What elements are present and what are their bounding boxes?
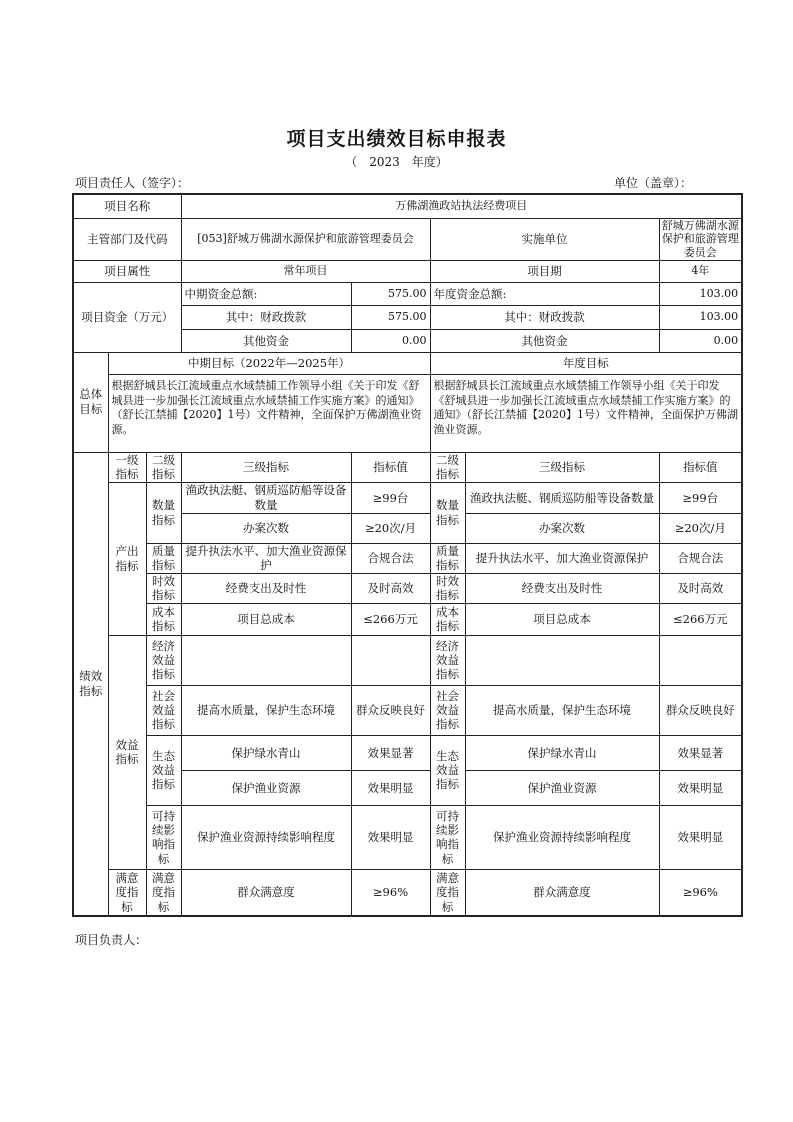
annual-fiscal-value: 103.00 <box>659 305 742 329</box>
eco-1-annual: 保护绿水青山 <box>465 735 659 770</box>
quantity-label-annual: 数量指标 <box>430 482 465 543</box>
impl-unit-label: 实施单位 <box>430 218 659 260</box>
mid-total-label: 中期资金总额: <box>181 282 351 305</box>
economic-1-value-annual <box>659 635 742 685</box>
unit-seal-label: 单位（盖章）： <box>614 176 693 190</box>
project-leader-label: 项目负责人： <box>75 933 148 947</box>
quality-label-mid: 质量指标 <box>146 543 181 573</box>
social-label-annual: 社会效益指标 <box>430 685 465 735</box>
quantity-2-value-mid: ≥20次/月 <box>351 513 430 543</box>
page-title: 项目支出绩效目标申报表 <box>286 128 507 150</box>
mid-fiscal-label: 其中：财政拨款 <box>181 305 351 329</box>
quality-1-mid: 提升执法水平、加大渔业资源保护 <box>181 543 351 573</box>
satisfaction-1-annual: 群众满意度 <box>465 869 659 916</box>
col-value-mid: 指标值 <box>351 452 430 482</box>
col-level1: 一级指标 <box>108 452 146 482</box>
sustain-label-annual: 可持续影响指标 <box>430 805 465 869</box>
social-label-mid: 社会效益指标 <box>146 685 181 735</box>
mid-other-label: 其他资金 <box>181 329 351 352</box>
cost-label-mid: 成本指标 <box>146 603 181 635</box>
quantity-label-mid: 数量指标 <box>146 482 181 543</box>
eco-label-annual: 生态效益指标 <box>430 735 465 805</box>
goals-label: 总体目标 <box>73 352 108 452</box>
social-1-annual: 提高水质量，保护生态环境 <box>465 685 659 735</box>
cost-1-mid: 项目总成本 <box>181 603 351 635</box>
responsible-signature-label: 项目责任人（签字）： <box>75 176 190 190</box>
quality-1-annual: 提升执法水平、加大渔业资源保护 <box>465 543 659 573</box>
social-1-value-annual: 群众反映良好 <box>659 685 742 735</box>
quantity-1-mid: 渔政执法艇、钢质巡防船等设备数量 <box>181 482 351 513</box>
annual-total-label: 年度资金总额: <box>430 282 659 305</box>
eco-1-value-annual: 效果显著 <box>659 735 742 770</box>
annual-goal-header: 年度目标 <box>430 352 742 374</box>
attr-value: 常年项目 <box>181 260 430 282</box>
col-value-annual: 指标值 <box>659 452 742 482</box>
benefit-indicator-label: 效益指标 <box>108 635 146 869</box>
sustain-1-value-annual: 效果明显 <box>659 805 742 869</box>
eco-2-annual: 保护渔业资源 <box>465 770 659 805</box>
attr-label: 项目属性 <box>73 260 181 282</box>
satisfaction-l2-label-mid: 满意度指标 <box>146 869 181 916</box>
indicators-section-label: 绩效指标 <box>73 452 108 916</box>
cost-1-value-mid: ≤266万元 <box>351 603 430 635</box>
period-label: 项目期 <box>430 260 659 282</box>
satisfaction-l2-label-annual: 满意度指标 <box>430 869 465 916</box>
funds-label: 项目资金（万元） <box>73 282 181 352</box>
time-1-value-annual: 及时高效 <box>659 573 742 603</box>
project-name-value: 万佛湖渔政站执法经费项目 <box>181 194 742 218</box>
dept-value: [053]舒城万佛湖水源保护和旅游管理委员会 <box>181 218 430 260</box>
time-label-mid: 时效指标 <box>146 573 181 603</box>
performance-target-table <box>72 193 743 917</box>
mid-other-value: 0.00 <box>351 329 430 352</box>
economic-1-value-mid <box>351 635 430 685</box>
sustain-1-annual: 保护渔业资源持续影响程度 <box>465 805 659 869</box>
satisfaction-l1-label: 满意度指标 <box>108 869 146 916</box>
social-1-value-mid: 群众反映良好 <box>351 685 430 735</box>
mid-fiscal-value: 575.00 <box>351 305 430 329</box>
sustain-1-mid: 保护渔业资源持续影响程度 <box>181 805 351 869</box>
quality-1-value-mid: 合规合法 <box>351 543 430 573</box>
eco-2-value-annual: 效果明显 <box>659 770 742 805</box>
eco-label-mid: 生态效益指标 <box>146 735 181 805</box>
mid-goal-header: 中期目标（2022年—2025年） <box>108 352 430 374</box>
col-level3-annual: 三级指标 <box>465 452 659 482</box>
cost-1-annual: 项目总成本 <box>465 603 659 635</box>
annual-other-label: 其他资金 <box>430 329 659 352</box>
eco-2-mid: 保护渔业资源 <box>181 770 351 805</box>
annual-goal-text: 根据舒城县长江流域重点水域禁捕工作领导小组《关于印发《舒城县进一步加强长江流域重点水域禁捕工作实施方案》的通知》（舒长江禁捕【2020】1号）文件精神，全面保护万佛湖渔业资源。 <box>430 374 742 452</box>
time-1-mid: 经费支出及时性 <box>181 573 351 603</box>
social-1-mid: 提高水质量，保护生态环境 <box>181 685 351 735</box>
mid-total-value: 575.00 <box>351 282 430 305</box>
quantity-1-value-annual: ≥99台 <box>659 482 742 513</box>
dept-label: 主管部门及代码 <box>73 218 181 260</box>
cost-label-annual: 成本指标 <box>430 603 465 635</box>
eco-1-value-mid: 效果显著 <box>351 735 430 770</box>
period-value: 4年 <box>659 260 742 282</box>
quality-1-value-annual: 合规合法 <box>659 543 742 573</box>
project-name-label: 项目名称 <box>73 194 181 218</box>
col-level2-mid: 二级指标 <box>146 452 181 482</box>
col-level3-mid: 三级指标 <box>181 452 351 482</box>
quality-label-annual: 质量指标 <box>430 543 465 573</box>
impl-unit-value: 舒城万佛湖水源保护和旅游管理委员会 <box>659 218 742 260</box>
mid-goal-text: 根据舒城县长江流域重点水域禁捕工作领导小组《关于印发《舒城县进一步加强长江流域重点水域禁捕工作实施方案》的通知》（舒长江禁捕【2020】1号）文件精神，全面保护万佛湖渔业资源。 <box>108 374 430 452</box>
satisfaction-1-value-annual: ≥96% <box>659 869 742 916</box>
sustain-1-value-mid: 效果明显 <box>351 805 430 869</box>
output-indicator-label: 产出指标 <box>108 482 146 635</box>
col-level2-annual: 二级指标 <box>430 452 465 482</box>
annual-fiscal-label: 其中：财政拨款 <box>430 305 659 329</box>
time-1-annual: 经费支出及时性 <box>465 573 659 603</box>
quantity-2-mid: 办案次数 <box>181 513 351 543</box>
quantity-1-annual: 渔政执法艇、钢质巡防船等设备数量 <box>465 482 659 513</box>
cost-1-value-annual: ≤266万元 <box>659 603 742 635</box>
satisfaction-1-mid: 群众满意度 <box>181 869 351 916</box>
annual-total-value: 103.00 <box>659 282 742 305</box>
quantity-2-annual: 办案次数 <box>465 513 659 543</box>
economic-1-annual <box>465 635 659 685</box>
economic-label-mid: 经济效益指标 <box>146 635 181 685</box>
annual-other-value: 0.00 <box>659 329 742 352</box>
economic-1-mid <box>181 635 351 685</box>
time-1-value-mid: 及时高效 <box>351 573 430 603</box>
quantity-1-value-mid: ≥99台 <box>351 482 430 513</box>
sustain-label-mid: 可持续影响指标 <box>146 805 181 869</box>
eco-2-value-mid: 效果明显 <box>351 770 430 805</box>
eco-1-mid: 保护绿水青山 <box>181 735 351 770</box>
year-line: （ 2023 年度） <box>345 155 448 169</box>
time-label-annual: 时效指标 <box>430 573 465 603</box>
satisfaction-1-value-mid: ≥96% <box>351 869 430 916</box>
quantity-2-value-annual: ≥20次/月 <box>659 513 742 543</box>
economic-label-annual: 经济效益指标 <box>430 635 465 685</box>
